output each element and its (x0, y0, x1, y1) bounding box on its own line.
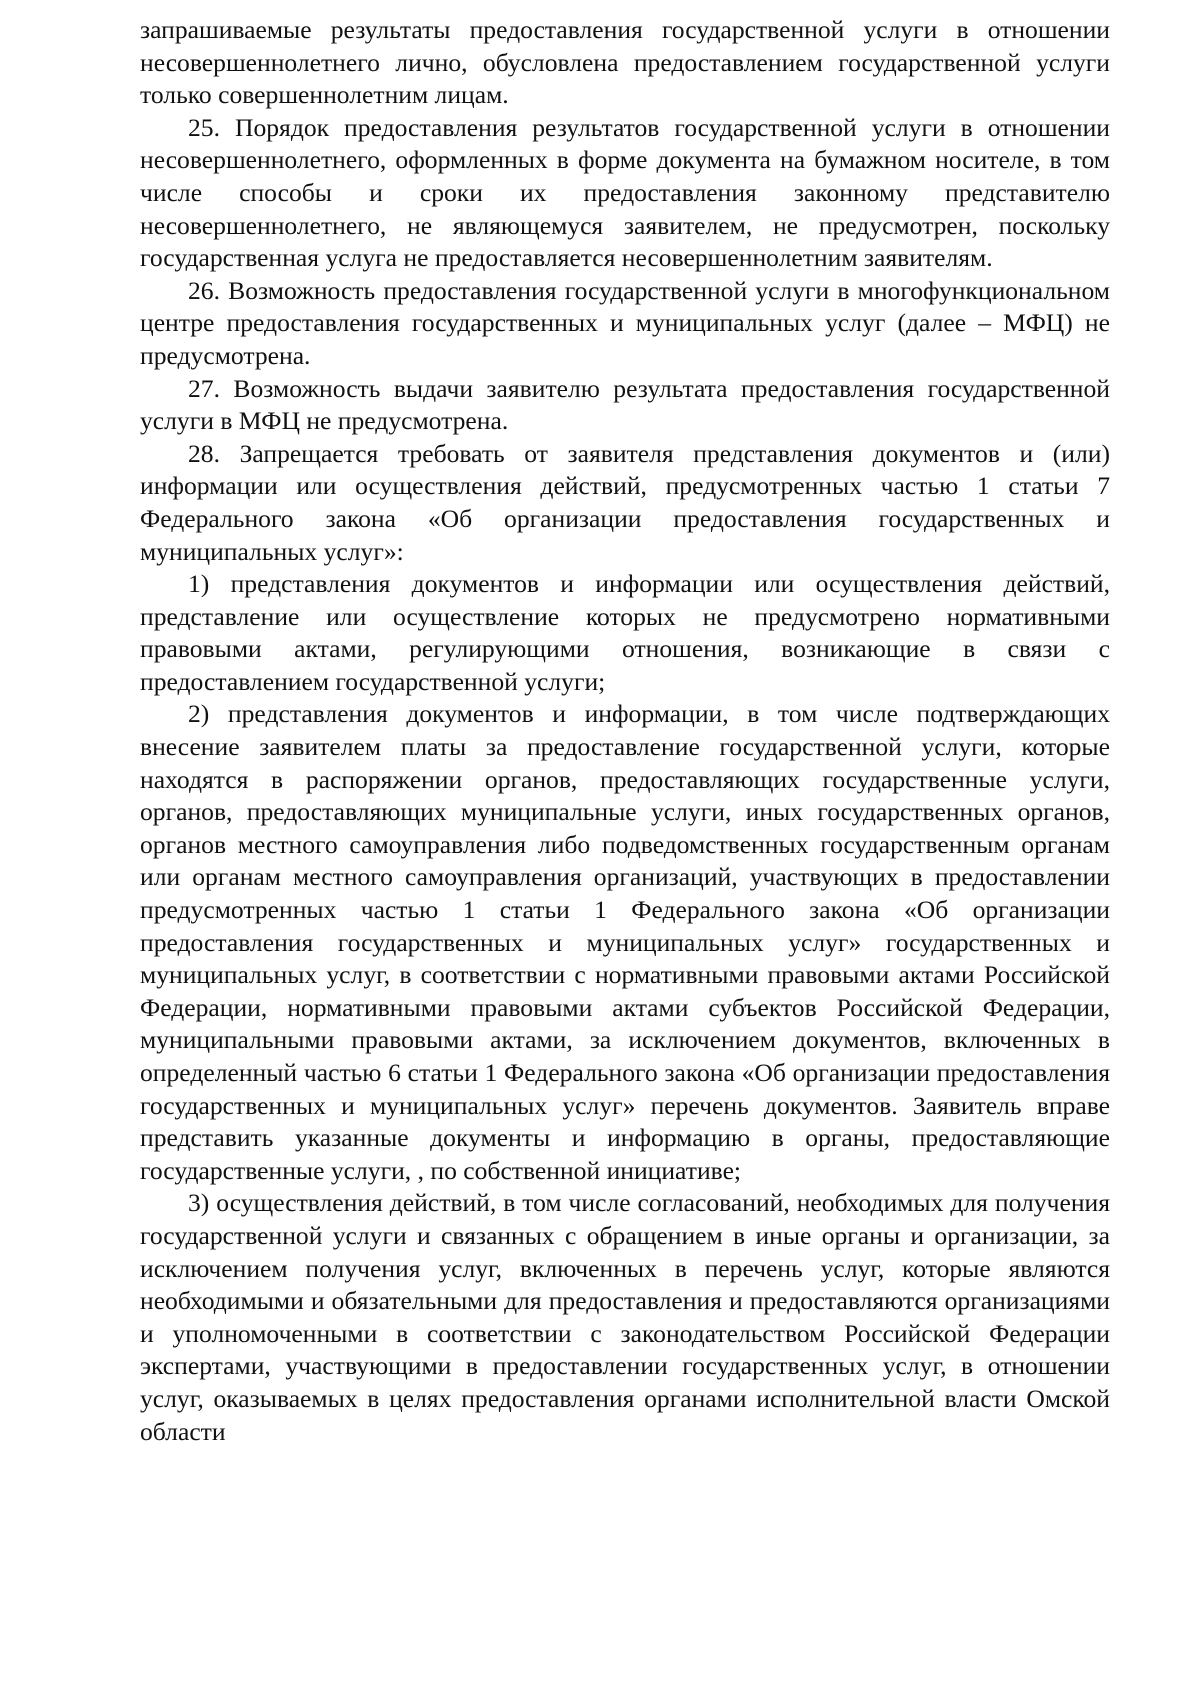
paragraph-continuation: запрашиваемые результаты предоставления государственной услуги в отношении несовершеннолетнего лично, обусловлена предоставлением государственной услуги только совершеннолетним лицам. (140, 15, 1110, 110)
paragraph-subitem-3: 3) осуществления действий, в том числе согласований, необходимых для получения государственной услуги и связанных с обращением в иные органы и организации, за исключением получения услуг, включенных в перечень услуг, которые являются необходимыми и обязательными для предоставления и предоставляются организациями и уполномоченными в соответствии с законодательством Российской Федерации экспертами, участвующими в предоставлении государственных услуг, в отношении услуг, оказываемых в целях предоставления органами исполнительной власти Омской области (140, 1188, 1110, 1446)
document-body (140, 14, 1110, 1448)
paragraph-subitem-1: 1) представления документов и информации или осуществления действий, представление или осуществление которых не предусмотрено нормативными правовыми актами, регулирующими отношения, возникающие в связи с предоставлением государственной услуги; (140, 569, 1110, 696)
paragraph-subitem-2: 2) представления документов и информации, в том числе подтверждающих внесение заявителем платы за предоставление государственной услуги, которые находятся в распоряжении органов, предоставляющих государственные услуги, органов, предоставляющих муниципальные услуги, иных государственных органов, органов местного самоуправления либо подведомственных государственным органам или органам местного самоуправления организаций, участвующих в предоставлении предусмотренных частью 1 статьи 1 Федерального закона «Об организации предоставления государственных и муниципальных услуг» государственных и муниципальных услуг, в соответствии с нормативными правовыми актами Российской Федерации, нормативными правовыми актами субъектов Российской Федерации, муниципальными правовыми актами, за исключением документов, включенных в определенный частью 6 статьи 1 Федерального закона «Об организации предоставления государственных и муниципальных услуг» перечень документов. Заявитель вправе представить указанные документы и информацию в органы, предоставляющие государственные услуги, , по собственной инициативе; (140, 699, 1110, 1185)
paragraph-item-27: 27. Возможность выдачи заявителю результата предоставления государственной услуги в МФЦ не предусмотрена. (140, 373, 1110, 436)
paragraph-item-26: 26. Возможность предоставления государственной услуги в многофункциональном центре предоставления государственных и муниципальных услуг (далее – МФЦ) не предусмотрена. (140, 275, 1110, 370)
paragraph-item-28: 28. Запрещается требовать от заявителя представления документов и (или) информации или осуществления действий, предусмотренных частью 1 статьи 7 Федерального закона «Об организации предоставления государственных и муниципальных услуг»: (140, 438, 1110, 566)
paragraph-item-25: 25. Порядок предоставления результатов государственной услуги в отношении несовершеннолетнего, оформленных в форме документа на бумажном носителе, в том числе способы и сроки их предоставления законному представителю несовершеннолетнего, не являющемуся заявителем, не предусмотрен, поскольку государственная услуга не предоставляется несовершеннолетним заявителям. (140, 112, 1110, 273)
